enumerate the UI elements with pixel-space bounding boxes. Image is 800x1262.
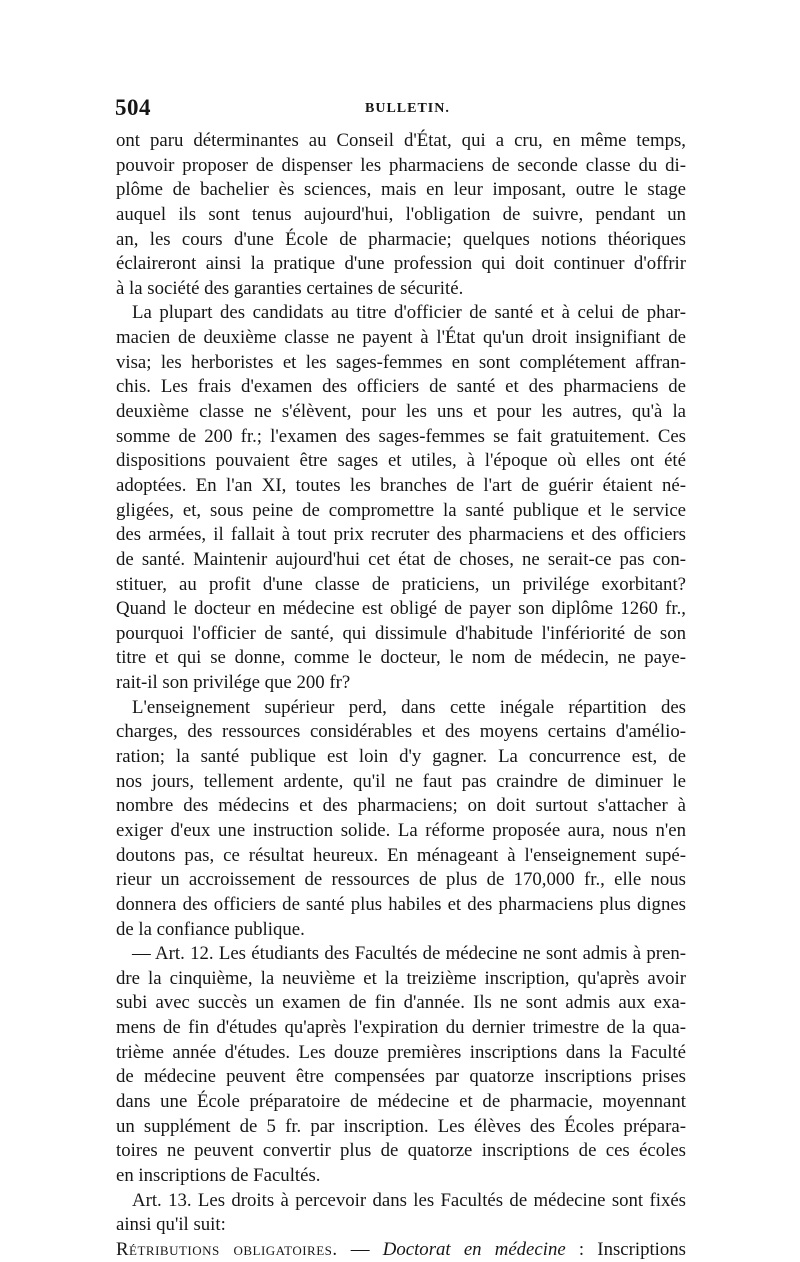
text-line: subi avec succès un examen de fin d'année. Ils ne sont admis aux exa- <box>116 992 686 1014</box>
text-line: Art. 13. Les droits à percevoir dans les Facultés de médecine sont fixés <box>132 1189 686 1211</box>
text-line: trième année d'études. Les douze premières inscriptions dans la Faculté <box>116 1041 686 1063</box>
paragraph <box>116 301 686 695</box>
page-header <box>115 95 687 125</box>
dash: — <box>337 1238 383 1260</box>
text-line: plôme de bachelier ès sciences, mais en leur imposant, outre le stage <box>116 179 686 201</box>
text-line: toires ne peuvent convertir plus de quatorze inscriptions de ces écoles <box>116 1140 686 1162</box>
final-text-line <box>116 1238 686 1262</box>
paragraph <box>116 942 686 1188</box>
smallcaps-heading: Rétributions obligatoires. <box>116 1238 338 1260</box>
text-line: rieur un accroissement de ressources de plus de 170,000 fr., elle nous <box>116 869 686 891</box>
text-line: pourquoi l'officier de santé, qui dissimule d'habitude l'infériorité de son <box>116 622 686 644</box>
text-line: à la société des garanties certaines de sécurité. <box>116 277 464 299</box>
paragraph <box>116 1189 686 1238</box>
text-line: auquel ils sont tenus aujourd'hui, l'obligation de suivre, pendant un <box>116 203 686 225</box>
text-line: de la confiance publique. <box>116 918 305 940</box>
text-line: rait-il son privilége que 200 fr? <box>116 672 351 694</box>
text-line: Quand le docteur en médecine est obligé de payer son diplôme 1260 fr., <box>116 598 686 620</box>
paragraph <box>116 696 686 942</box>
text-line: dans une École préparatoire de médecine et de pharmacie, moyennant <box>116 1090 686 1112</box>
text-line: exiger d'eux une instruction solide. La réforme proposée aura, nous n'en <box>116 819 686 841</box>
text-line: nombre des médecins et des pharmaciens; on doit surtout s'attacher à <box>116 795 686 817</box>
text-line: La plupart des candidats au titre d'officier de santé et à celui de phar- <box>132 302 686 324</box>
text-line: charges, des ressources considérables et des moyens certains d'amélio- <box>116 721 686 743</box>
text-line: macien de deuxième classe ne payent à l'État qu'un droit insignifiant de <box>116 327 686 349</box>
text-line: ration; la santé publique est loin d'y gagner. La concurrence est, de <box>116 746 686 768</box>
text-line: de santé. Maintenir aujourd'hui cet état de choses, ne serait-ce pas con- <box>116 548 686 570</box>
text-line: pouvoir proposer de dispenser les pharmaciens de seconde classe du di- <box>116 154 686 176</box>
text-line: adoptées. En l'an XI, toutes les branches de l'art de guérir étaient né- <box>116 474 686 496</box>
text-line: un supplément de 5 fr. par inscription. Les élèves des Écoles prépara- <box>116 1115 686 1137</box>
text-line: chis. Les frais d'examen des officiers de santé et des pharmaciens de <box>116 376 686 398</box>
text-line: ont paru déterminantes au Conseil d'État, qui a cru, en même temps, <box>116 130 686 151</box>
text-line: stituer, au profit d'une classe de praticiens, un privilége exorbitant? <box>116 573 686 595</box>
running-head: BULLETIN. <box>365 101 450 116</box>
page-number: 504 <box>115 95 151 120</box>
text-line: dispositions pouvaient être sages et utiles, à l'époque où elles ont été <box>116 450 686 472</box>
text-line: visa; les herboristes et les sages-femmes en sont complétement affran- <box>116 351 686 373</box>
paragraph <box>116 129 686 301</box>
text-line: donnera des officiers de santé plus habiles et des pharmaciens plus dignes <box>116 893 686 915</box>
text-line: en inscriptions de Facultés. <box>116 1164 321 1186</box>
text-line: gligées, et, sous peine de compromettre la santé publique et le service <box>116 499 686 521</box>
text-body <box>116 129 686 1262</box>
text-line: — Art. 12. Les étudiants des Facultés de médecine ne sont admis à pren- <box>132 943 686 965</box>
italic-heading: Doctorat en médecine <box>382 1238 566 1260</box>
text-line: ainsi qu'il suit: <box>116 1214 226 1236</box>
line-remainder: : Inscriptions <box>565 1238 686 1260</box>
text-line: mens de fin d'études qu'après l'expiration du dernier trimestre de la qua- <box>116 1017 686 1039</box>
text-line: titre et qui se donne, comme le docteur, le nom de médecin, ne paye- <box>116 647 686 669</box>
text-line: deuxième classe ne s'élèvent, pour les uns et pour les autres, qu'à la <box>116 401 686 423</box>
text-line: L'enseignement supérieur perd, dans cette inégale répartition des <box>132 696 686 718</box>
text-line: doutons pas, ce résultat heureux. En ménageant à l'enseignement supé- <box>116 844 686 866</box>
text-line: éclaireront ainsi la pratique d'une profession qui doit continuer d'offrir <box>116 253 686 275</box>
text-line: de médecine peuvent être compensées par quatorze inscriptions prises <box>116 1066 686 1088</box>
text-line: somme de 200 fr.; l'examen des sages-femmes se fait gratuitement. Ces <box>116 425 686 447</box>
text-line: dre la cinquième, la neuvième et la treizième inscription, qu'après avoir <box>116 967 686 989</box>
text-line: des armées, il fallait à tout prix recruter des pharmaciens et des officiers <box>116 524 686 546</box>
text-line: an, les cours d'une École de pharmacie; quelques notions théoriques <box>116 228 686 250</box>
text-line: nos jours, tellement ardente, qu'il ne faut pas craindre de diminuer le <box>116 770 686 792</box>
